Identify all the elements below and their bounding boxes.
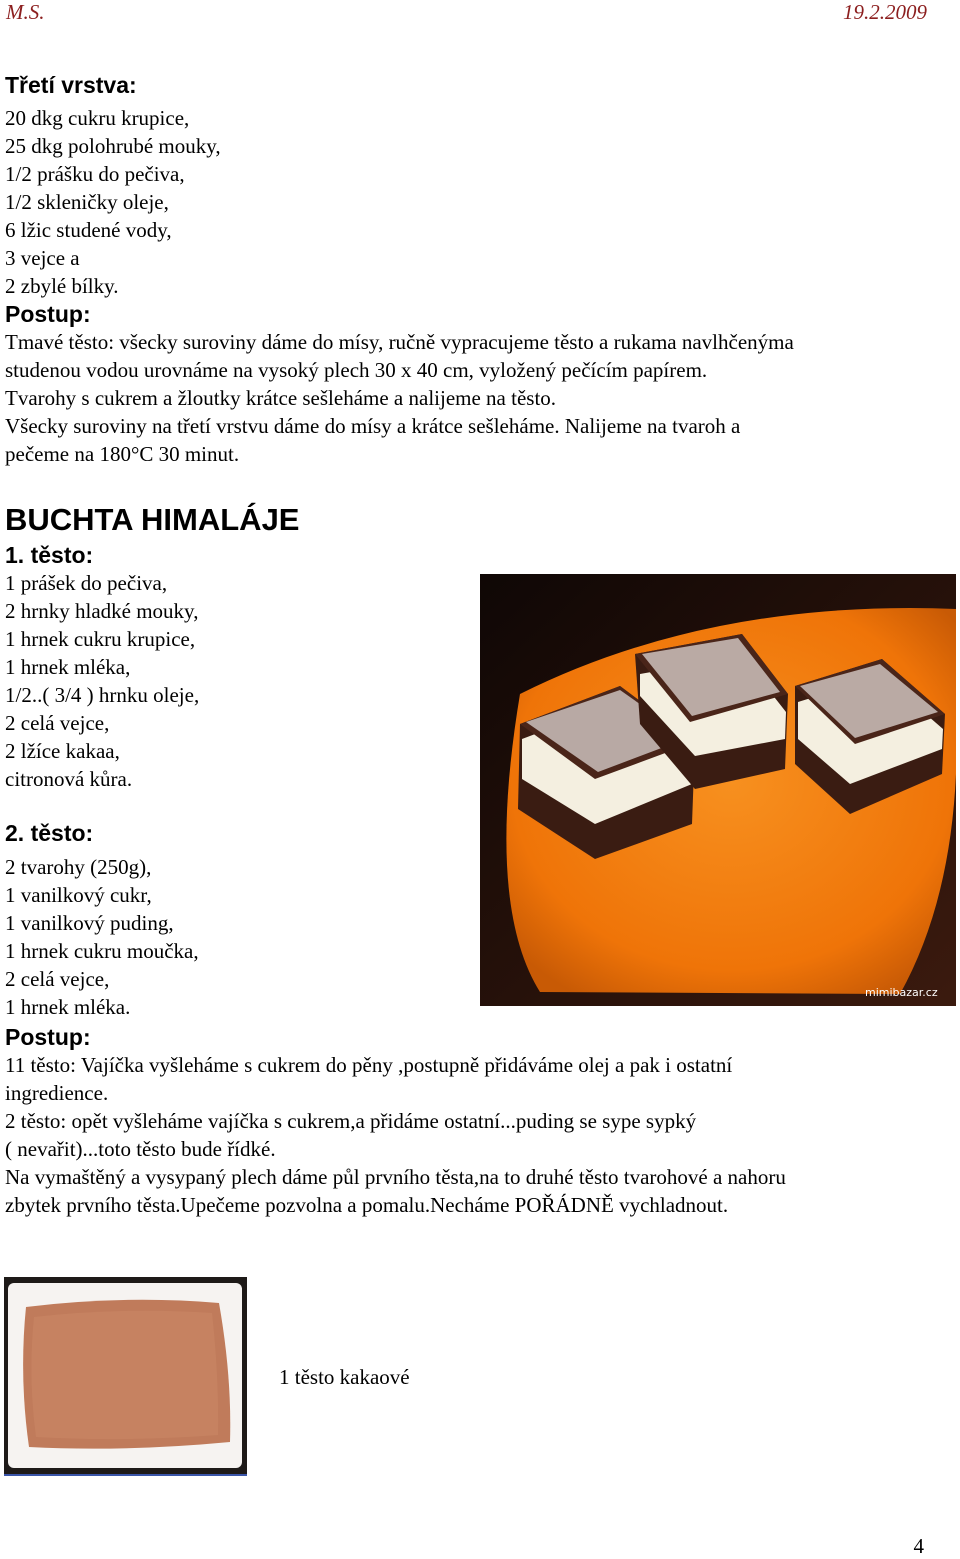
page-number: 4 bbox=[913, 1534, 924, 1558]
ingredient-line: 1/2 skleničky oleje, bbox=[5, 190, 169, 214]
recipe-title: BUCHTA HIMALÁJE bbox=[5, 502, 300, 537]
dough1-ingredient: 1 hrnek mléka, bbox=[5, 655, 131, 679]
tray-photo-illustration bbox=[4, 1277, 247, 1474]
recipe-procedure-line: 2 těsto: opět vyšleháme vajíčka s cukrem,a přidáme ostatní...puding se sype sypký bbox=[5, 1109, 697, 1133]
dough2-ingredient: 2 celá vejce, bbox=[5, 967, 110, 991]
recipe-procedure-heading: Postup: bbox=[5, 1024, 91, 1050]
recipe-procedure-section bbox=[5, 1023, 940, 1219]
procedure-line: Tmavé těsto: všecky suroviny dáme do mísy, ručně vypracujeme těsto a rukama navlhčenýma bbox=[5, 330, 794, 354]
cake-photo bbox=[480, 574, 956, 1006]
ingredient-line: 1/2 prášku do pečiva, bbox=[5, 162, 185, 186]
dough2-ingredient: 1 vanilkový cukr, bbox=[5, 883, 152, 907]
dough1-ingredient: 2 lžíce kakaa, bbox=[5, 739, 120, 763]
dough1-ingredient: 1/2..( 3/4 ) hrnku oleje, bbox=[5, 683, 200, 707]
ingredient-line: 25 dkg polohrubé mouky, bbox=[5, 134, 221, 158]
tray-caption: 1 těsto kakaové bbox=[279, 1365, 410, 1389]
procedure-line: Všecky suroviny na třetí vrstvu dáme do mísy a krátce sešleháme. Nalijeme na tvaroh a bbox=[5, 414, 741, 438]
dough1-ingredient: 2 hrnky hladké mouky, bbox=[5, 599, 199, 623]
procedure-heading: Postup: bbox=[5, 301, 91, 327]
ingredient-line: 6 lžic studené vody, bbox=[5, 218, 172, 242]
recipe-procedure-line: zbytek prvního těsta.Upečeme pozvolna a pomalu.Necháme POŘÁDNĚ vychladnout. bbox=[5, 1193, 729, 1217]
third-layer-heading: Třetí vrstva: bbox=[5, 72, 137, 98]
dough2-ingredient: 1 hrnek mléka. bbox=[5, 995, 131, 1019]
procedure-line: pečeme na 180°C 30 minut. bbox=[5, 442, 240, 466]
ingredient-line: 3 vejce a bbox=[5, 246, 80, 270]
procedure-line: Tvarohy s cukrem a žloutky krátce sešleháme a nalijeme na těsto. bbox=[5, 386, 557, 410]
dough2-ingredient: 2 tvarohy (250g), bbox=[5, 855, 152, 879]
dough2-ingredient: 1 hrnek cukru moučka, bbox=[5, 939, 199, 963]
procedure-line: studenou vodou urovnáme na vysoký plech 30 x 40 cm, vyložený pečícím papírem. bbox=[5, 358, 708, 382]
ingredient-line: 20 dkg cukru krupice, bbox=[5, 106, 190, 130]
header-author: M.S. bbox=[6, 0, 45, 24]
tray-photo bbox=[4, 1277, 247, 1476]
dough1-ingredient: citronová kůra. bbox=[5, 767, 133, 791]
recipe-procedure-line: ingredience. bbox=[5, 1081, 109, 1105]
header-date: 19.2.2009 bbox=[843, 0, 927, 24]
dough1-ingredient: 1 hrnek cukru krupice, bbox=[5, 627, 196, 651]
recipe-procedure-line: Na vymaštěný a vysypaný plech dáme půl prvního těsta,na to druhé těsto tvarohové a nahoru bbox=[5, 1165, 786, 1189]
recipe-procedure-line: 11 těsto: Vajíčka vyšleháme s cukrem do pěny ,postupně přidáváme olej a pak i ostatní bbox=[5, 1053, 733, 1077]
recipe-procedure-line: ( nevařit)...toto těsto bude řídké. bbox=[5, 1137, 276, 1161]
third-layer-section bbox=[5, 71, 945, 468]
dough2-heading: 2. těsto: bbox=[5, 820, 94, 846]
cake-photo-illustration bbox=[480, 574, 956, 1006]
dough1-ingredient: 1 prášek do pečiva, bbox=[5, 571, 168, 595]
dough1-heading: 1. těsto: bbox=[5, 542, 94, 568]
dough1-ingredient: 2 celá vejce, bbox=[5, 711, 110, 735]
photo-watermark: mimibazar.cz bbox=[865, 986, 938, 999]
ingredient-line: 2 zbylé bílky. bbox=[5, 274, 119, 298]
dough2-ingredient: 1 vanilkový puding, bbox=[5, 911, 174, 935]
